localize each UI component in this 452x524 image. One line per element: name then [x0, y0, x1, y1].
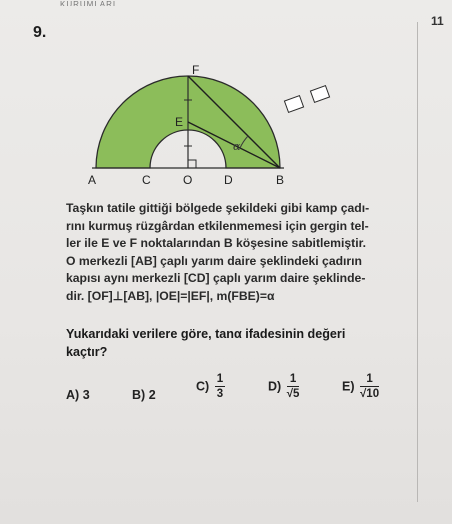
page-margin-line [417, 22, 418, 502]
window-left [284, 96, 303, 113]
fraction-numerator: 1 [216, 373, 224, 385]
angle-label: α [233, 140, 241, 153]
right-angle-marker [188, 160, 196, 168]
option-letter: B) [132, 388, 146, 402]
problem-line: dir. [OF]⊥[AB], |OE|=|EF|, m(FBE)=α [66, 288, 275, 303]
option-fraction [287, 373, 300, 401]
fraction-denominator: √5 [286, 388, 300, 400]
option-letter: E) [342, 379, 355, 394]
label-e: E [175, 115, 184, 129]
problem-line: ler ile E ve F noktalarından B köşesine sabitlemiştir. [66, 236, 367, 251]
page-number: 11 [431, 14, 444, 28]
option-value: 2 [148, 388, 156, 402]
label-o: O [183, 173, 193, 187]
problem-line: O merkezli [AB] çaplı yarım daire şeklindeki çadırın [66, 253, 363, 268]
label-a: A [88, 173, 97, 187]
option-fraction [360, 373, 379, 401]
option-c[interactable] [196, 373, 225, 401]
option-value: 3 [82, 388, 90, 402]
option-b[interactable] [132, 388, 156, 402]
label-c: C [142, 173, 151, 187]
problem-line: Taşkın tatile gittiği bölgede şekildeki gibi kamp çadı- [66, 201, 370, 215]
label-b: B [276, 173, 285, 187]
window-right [310, 86, 329, 103]
option-e[interactable] [342, 373, 379, 401]
option-a[interactable] [66, 388, 90, 402]
question-prompt [66, 325, 406, 361]
header-publisher-strip: KURUMLARI [60, 0, 117, 6]
question-number: 9. [33, 24, 47, 41]
fraction-denominator: 3 [216, 388, 224, 400]
fraction-numerator: 1 [287, 373, 300, 387]
label-d: D [224, 173, 233, 187]
fraction-numerator: 1 [360, 373, 379, 387]
option-letter: A) [66, 388, 80, 402]
tent-figure [80, 60, 380, 190]
option-letter: D) [268, 379, 282, 394]
problem-text [66, 200, 406, 306]
prompt-line: kaçtır? [66, 345, 108, 359]
label-f: F [192, 63, 200, 77]
fraction-denominator: √10 [359, 388, 380, 400]
option-fraction [215, 373, 225, 401]
option-letter: C) [196, 379, 210, 394]
option-d[interactable] [268, 373, 299, 401]
prompt-line: Yukarıdaki verilere göre, tanα ifadesinin değeri [66, 327, 346, 341]
problem-line: kapısı aynı merkezli [CD] çaplı yarım daire şeklinde- [66, 271, 366, 286]
problem-line: rını kurmuş rüzgârdan etkilenmemesi için gergin tel- [66, 218, 369, 233]
